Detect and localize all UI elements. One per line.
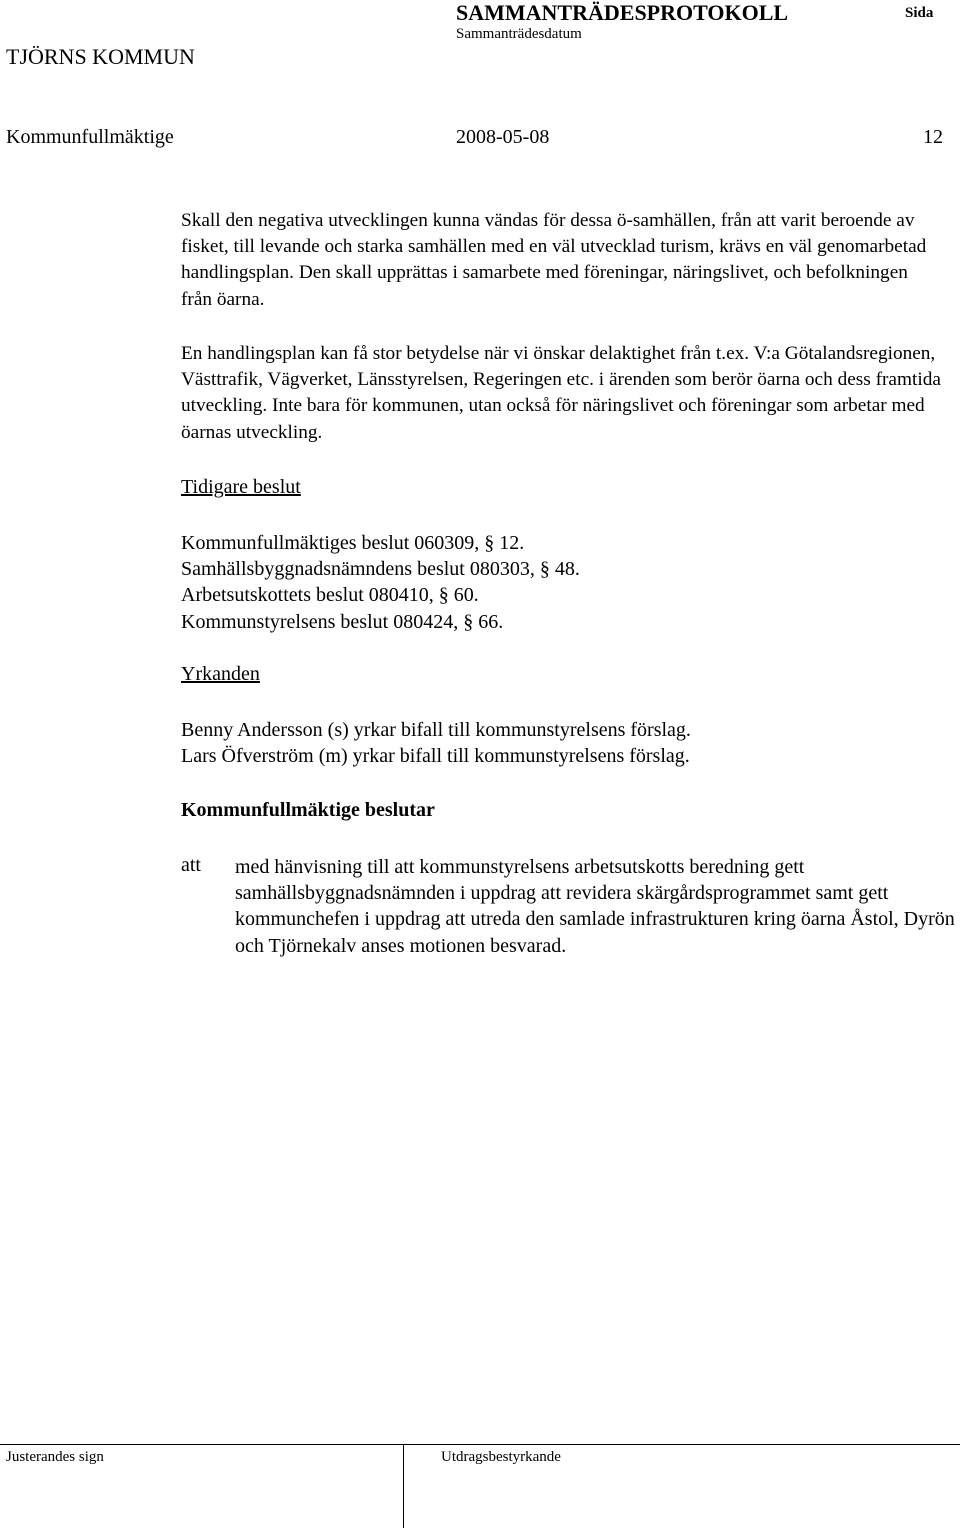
paragraph-2: En handlingsplan kan få stor betydelse när vi önskar delaktighet från t.ex. V:a Götalandsregionen, Västtrafik, Vägverket, Länsstyrelsen, Regeringen etc. i ärenden som berör öarna och dess framtida utveckling. Inte bara för kommunen, utan också för näringslivet och föreningar som arbetar med öarnas utveckling. xyxy=(181,343,941,443)
previous-decisions-heading: Tidigare beslut xyxy=(181,476,301,498)
motion-item: Lars Öfverström (m) yrkar bifall till kommunstyrelsens förslag. xyxy=(181,745,690,768)
page-number: 12 xyxy=(923,126,943,148)
previous-decision-item: Kommunfullmäktiges beslut 060309, § 12. xyxy=(181,532,525,554)
decision-att-word: att xyxy=(181,854,201,876)
motion-item: Benny Andersson (s) yrkar bifall till kommunstyrelsens förslag. xyxy=(181,719,691,741)
page-label: Sida xyxy=(905,5,934,21)
organization-name: TJÖRNS KOMMUN xyxy=(6,44,195,69)
decision-text: med hänvisning till att kommunstyrelsens arbetsutskotts beredning gett samhällsbyggnadsnämnden i uppdrag att revidera skärgårdsprogrammet samt gett kommunchefen i uppdrag att utreda den samlade infrastrukturen kring öarna Åstol, Dyrön och Tjörnekalv anses motionen besvarad. xyxy=(235,856,955,957)
paragraph-1: Skall den negativa utvecklingen kunna vändas för dessa ö-samhällen, från att varit beroende av fisket, till levande och starka samhällen med en väl utvecklad turism, krävs en väl genomarbetad handlingsplan. Den skall upprättas i samarbete med föreningar, näringslivet, och befolkningen från öarna. xyxy=(181,210,927,310)
protocol-title: SAMMANTRÄDESPROTOKOLL xyxy=(456,0,789,25)
motions-list xyxy=(181,717,691,769)
decision-heading: Kommunfullmäktige beslutar xyxy=(181,799,435,821)
previous-decision-item: Kommunstyrelsens beslut 080424, § 66. xyxy=(181,610,504,633)
meeting-body: Kommunfullmäktige xyxy=(6,126,174,148)
previous-decision-item: Samhällsbyggnadsnämndens beslut 080303, § 48. xyxy=(181,558,580,581)
footer-rule xyxy=(0,1444,960,1445)
previous-decisions-list xyxy=(181,530,580,635)
meeting-date-label: Sammanträdesdatum xyxy=(456,26,582,42)
meeting-date: 2008-05-08 xyxy=(456,126,550,148)
footer-divider xyxy=(403,1444,404,1528)
previous-decision-item: Arbetsutskottets beslut 080410, § 60. xyxy=(181,584,479,607)
signature-label: Justerandes sign xyxy=(6,1449,104,1465)
motions-heading: Yrkanden xyxy=(181,663,260,685)
extract-certification-label: Utdragsbestyrkande xyxy=(441,1449,561,1465)
